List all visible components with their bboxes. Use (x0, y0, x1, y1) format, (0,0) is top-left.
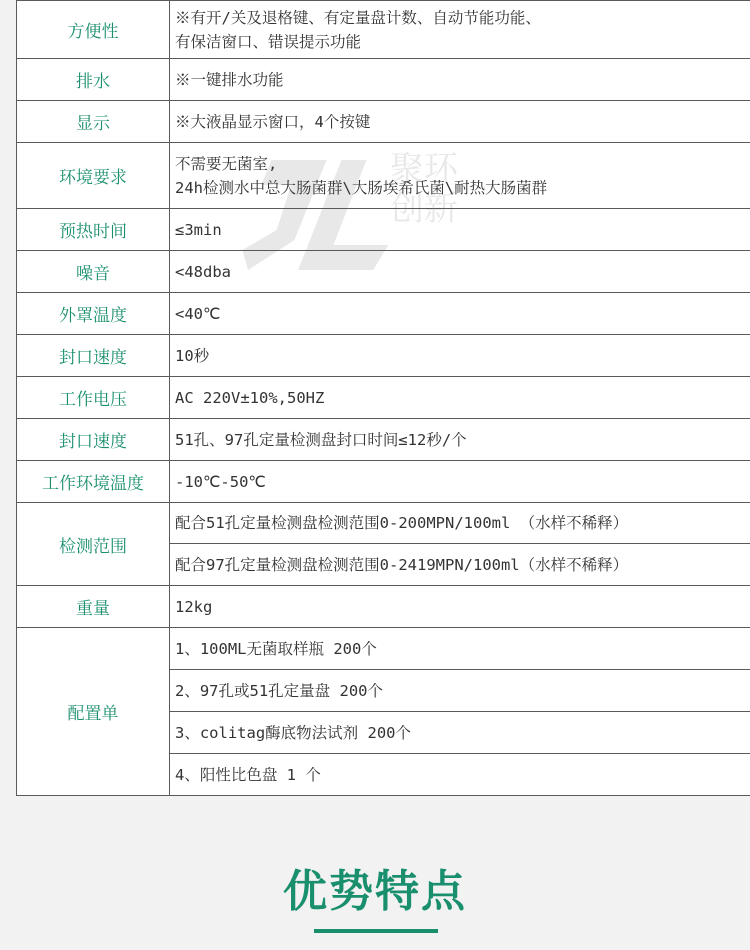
row-value-line: ※有开/关及退格键、有定量盘计数、自动节能功能、 (175, 8, 541, 27)
row-value: 配合51孔定量检测盘检测范围0-200MPN/100ml （水样不稀释） (170, 503, 750, 544)
config-item: 1、100ML无菌取样瓶 200个 (170, 628, 750, 670)
title-underline (314, 929, 438, 933)
row-label: 重量 (17, 586, 170, 628)
row-value: -10℃-50℃ (170, 461, 750, 503)
row-label: 环境要求 (17, 143, 170, 209)
row-value: 12kg (170, 586, 750, 628)
table-row (17, 209, 750, 251)
table-row (17, 59, 750, 101)
row-value-line: 有保洁窗口、错误提示功能 (175, 32, 362, 51)
table-row (17, 377, 750, 419)
row-value: AC 220V±10%,50HZ (170, 377, 750, 419)
table-row (17, 419, 750, 461)
table-row (17, 101, 750, 143)
row-label: 噪音 (17, 251, 170, 293)
table-row (17, 503, 750, 544)
table-row (17, 586, 750, 628)
row-value: <48dba (170, 251, 750, 293)
row-value: ※一键排水功能 (170, 59, 750, 101)
row-value: 配合97孔定量检测盘检测范围0-2419MPN/100ml（水样不稀释） (170, 544, 750, 586)
row-label: 封口速度 (17, 335, 170, 377)
table-row (17, 628, 750, 670)
section-title: 优势特点 (283, 866, 467, 917)
row-value: ※大液晶显示窗口，4个按键 (170, 101, 750, 143)
table-row (17, 143, 750, 209)
row-label: 显示 (17, 101, 170, 143)
row-value: 51孔、97孔定量检测盘封口时间≤12秒/个 (170, 419, 750, 461)
row-label: 排水 (17, 59, 170, 101)
table-row (17, 335, 750, 377)
table-row (17, 293, 750, 335)
table-row (17, 461, 750, 503)
row-label: 方便性 (17, 1, 170, 59)
row-label: 配置单 (17, 628, 170, 796)
row-label: 外罩温度 (17, 293, 170, 335)
row-value-line: 24h检测水中总大肠菌群\大肠埃希氏菌\耐热大肠菌群 (175, 178, 548, 197)
row-label: 封口速度 (17, 419, 170, 461)
row-value: ≤3min (170, 209, 750, 251)
row-value (170, 1, 750, 59)
spec-table (16, 0, 750, 796)
row-value (170, 143, 750, 209)
row-label: 工作电压 (17, 377, 170, 419)
row-value: <40℃ (170, 293, 750, 335)
config-item: 4、阳性比色盘 1 个 (170, 754, 750, 796)
row-value: 10秒 (170, 335, 750, 377)
table-row (17, 251, 750, 293)
row-label: 预热时间 (17, 209, 170, 251)
row-label: 工作环境温度 (17, 461, 170, 503)
config-item: 2、97孔或51孔定量盘 200个 (170, 670, 750, 712)
table-row (17, 1, 750, 59)
row-label: 检测范围 (17, 503, 170, 586)
row-value-line: 不需要无菌室, (175, 154, 278, 173)
config-item: 3、colitag酶底物法试剂 200个 (170, 712, 750, 754)
